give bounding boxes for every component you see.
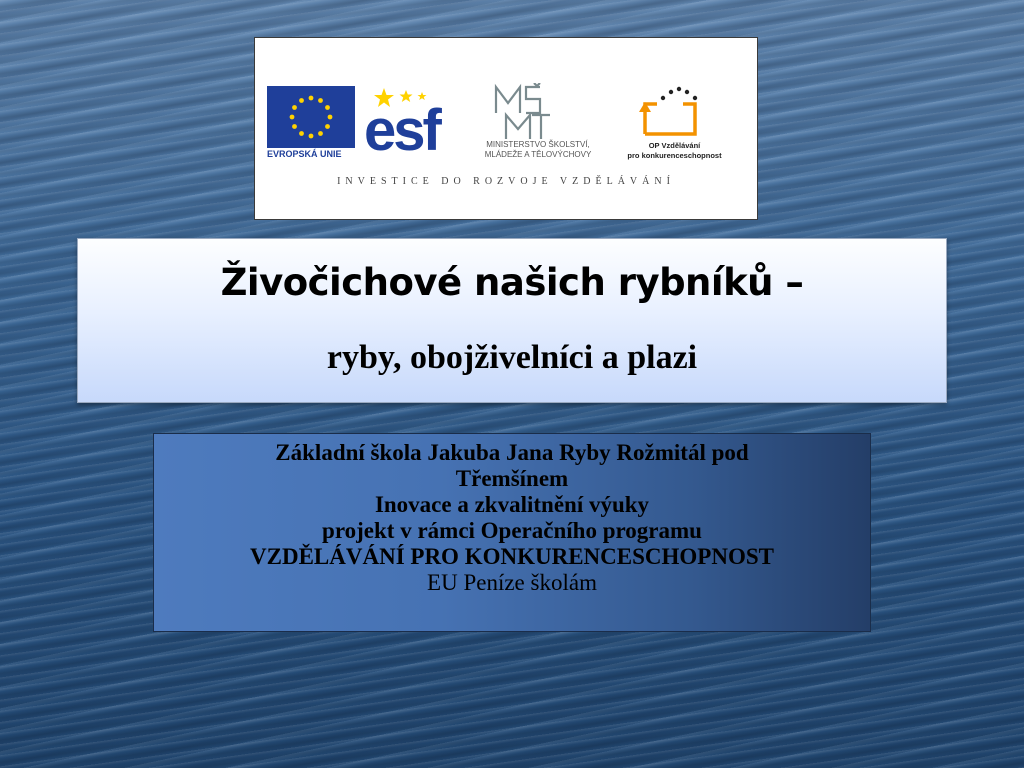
- msmt-logo-icon: [492, 83, 552, 141]
- title-box: [77, 238, 947, 403]
- school-info-box: [153, 433, 871, 632]
- eu-label: EVROPSKÁ UNIE: [267, 149, 342, 159]
- eu-penize-line: EU Peníze školám: [427, 570, 597, 595]
- esf-text: esf: [364, 98, 439, 163]
- op-label: [617, 141, 732, 161]
- esf-logo: [364, 84, 452, 162]
- msmt-label-line2: MLÁDEŽE A TĚLOVÝCHOVY: [484, 150, 592, 159]
- projekt-line: projekt v rámci Operačního programu: [322, 518, 702, 543]
- inovace-line: Inovace a zkvalitnění výuky: [374, 492, 650, 517]
- program-line: VZDĚLÁVÁNÍ PRO KONKURENCESCHOPNOST: [250, 544, 774, 569]
- msmt-label-line1: MINISTERSTVO ŠKOLSTVÍ,: [486, 140, 590, 149]
- op-label-line2: pro konkurenceschopnost: [627, 151, 722, 160]
- op-logo-icon: [635, 82, 705, 142]
- op-label-line1: OP Vzdělávání: [648, 141, 701, 150]
- eu-flag-icon: [267, 86, 355, 148]
- school-name-line1: Základní škola Jakuba Jana Ryby Rožmitál pod: [275, 440, 749, 465]
- page-title: Živočichové našich rybníků –: [220, 261, 804, 304]
- msmt-label: [458, 140, 618, 160]
- logo-banner: [254, 37, 758, 220]
- page-subtitle: ryby, obojživelníci a plazi: [326, 339, 698, 376]
- investice-tagline: INVESTICE DO ROZVOJE VZDĚLÁVÁNÍ: [337, 176, 675, 187]
- school-name-line2: Třemšínem: [455, 466, 569, 491]
